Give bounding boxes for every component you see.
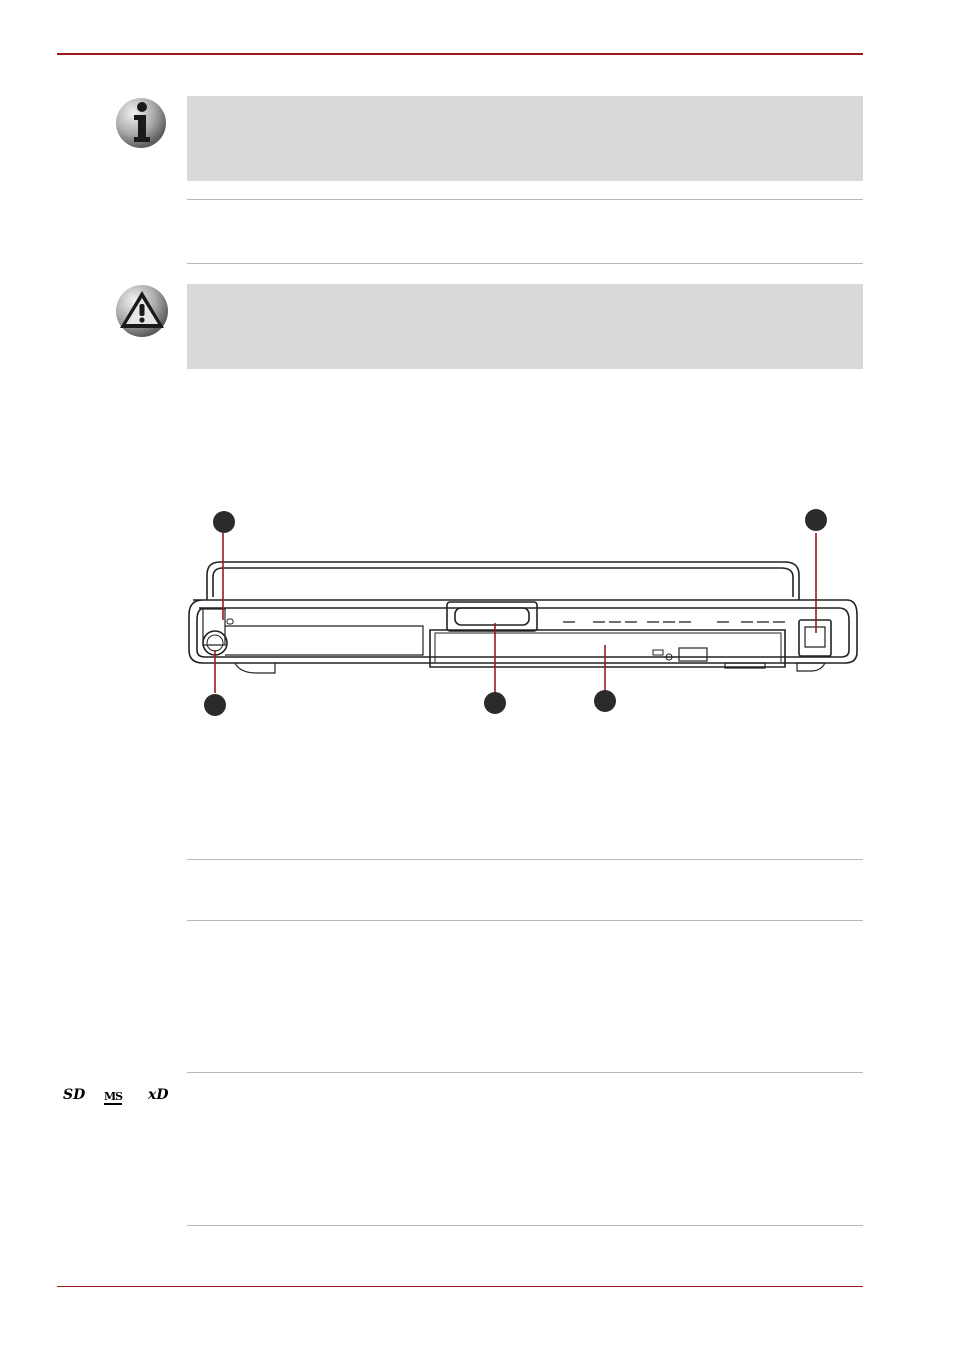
laptop-back-view-figure (185, 505, 865, 725)
table-rule (187, 920, 863, 921)
table-rule (187, 1225, 863, 1226)
table-rule (187, 1072, 863, 1073)
memory-stick-logo: MS (104, 1090, 123, 1103)
callout-bottom-right (594, 690, 616, 712)
header-rule (57, 53, 863, 55)
callout-bottom-mid (484, 692, 506, 714)
info-icon (115, 96, 169, 155)
table-rule (187, 263, 863, 264)
table-rule (187, 859, 863, 860)
xd-card-logo: xD (148, 1087, 169, 1103)
sd-card-logo: SD (63, 1087, 86, 1103)
callout-top-left (213, 511, 235, 533)
callout-top-right (805, 509, 827, 531)
footer-rule (57, 1286, 863, 1287)
note-box (187, 96, 863, 181)
caution-box (187, 284, 863, 369)
callout-bottom-left (204, 694, 226, 716)
warning-icon (114, 283, 170, 344)
table-rule (187, 199, 863, 200)
